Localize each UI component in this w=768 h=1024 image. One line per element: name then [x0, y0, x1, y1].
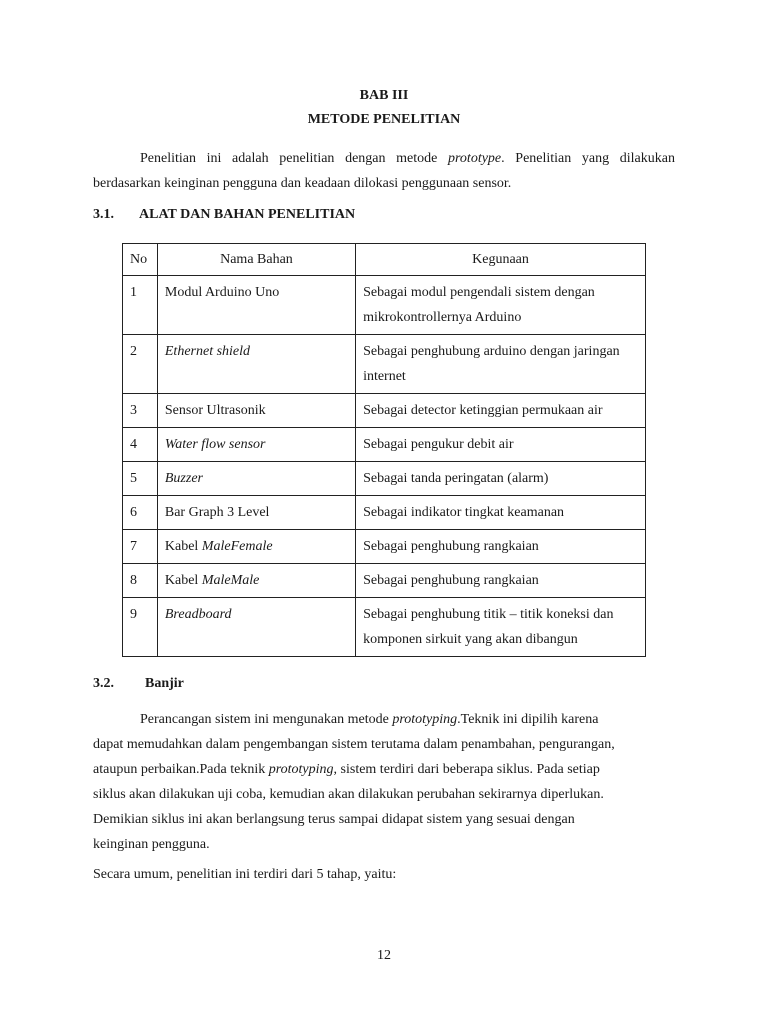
cell-no: 9 — [123, 598, 158, 657]
cell-no: 7 — [123, 530, 158, 564]
steps-intro-paragraph: Secara umum, penelitian ini terdiri dari 5 tahap, yaitu: — [93, 867, 397, 882]
table-row — [123, 564, 646, 598]
table-row — [123, 598, 646, 657]
header-nama-bahan: Nama Bahan — [157, 244, 355, 276]
section-heading-3-1 — [93, 207, 356, 223]
table-header-row — [123, 244, 646, 276]
section-heading-3-2 — [93, 676, 184, 692]
cell-nama: Water flow sensor — [157, 428, 355, 462]
cell-guna: Sebagai penghubung rangkaian — [356, 564, 646, 598]
method-line-1: Perancangan sistem ini mengunakan metode prototyping.Teknik ini dipilih karena — [140, 712, 599, 727]
cell-no: 4 — [123, 428, 158, 462]
header-no: No — [123, 244, 158, 276]
cell-nama: Sensor Ultrasonik — [157, 394, 355, 428]
method-line-5: Demikian siklus ini akan berlangsung terus sampai didapat sistem yang sesuai dengan — [93, 812, 575, 827]
cell-nama: Ethernet shield — [157, 335, 355, 394]
section-number: 3.1. — [93, 207, 114, 222]
table-row — [123, 496, 646, 530]
cell-guna: Sebagai detector ketinggian permukaan air — [356, 394, 646, 428]
section-number: 3.2. — [93, 676, 114, 691]
cell-no: 5 — [123, 462, 158, 496]
cell-nama: Bar Graph 3 Level — [157, 496, 355, 530]
cell-guna: Sebagai penghubung titik – titik koneksi dan komponen sirkuit yang akan dibangun — [356, 598, 646, 657]
cell-guna: Sebagai tanda peringatan (alarm) — [356, 462, 646, 496]
chapter-label: BAB III — [359, 88, 409, 103]
intro-line-2: berdasarkan keinginan pengguna dan keadaan dilokasi penggunaan sensor. — [93, 176, 512, 191]
intro-paragraph — [93, 146, 675, 196]
cell-nama: Buzzer — [157, 462, 355, 496]
method-paragraph — [93, 707, 675, 857]
materials-table — [122, 243, 646, 657]
section-title: Banjir — [145, 676, 184, 691]
page-number: 12 — [377, 948, 391, 963]
cell-no: 3 — [123, 394, 158, 428]
intro-emphasis: prototype — [448, 151, 502, 166]
chapter-title: METODE PENELITIAN — [307, 112, 461, 127]
table-row — [123, 530, 646, 564]
cell-no: 2 — [123, 335, 158, 394]
method-line-2: dapat memudahkan dalam pengembangan sistem terutama dalam penambahan, pengurangan, — [93, 737, 615, 752]
cell-nama: Kabel MaleFemale — [157, 530, 355, 564]
cell-guna: Sebagai penghubung arduino dengan jaringan internet — [356, 335, 646, 394]
cell-guna: Sebagai pengukur debit air — [356, 428, 646, 462]
method-line-6: keinginan pengguna. — [93, 837, 210, 852]
cell-no: 8 — [123, 564, 158, 598]
table-row — [123, 394, 646, 428]
cell-no: 6 — [123, 496, 158, 530]
cell-nama: Breadboard — [157, 598, 355, 657]
cell-guna: Sebagai modul pengendali sistem dengan mikrokontrollernya Arduino — [356, 276, 646, 335]
cell-nama: Kabel MaleMale — [157, 564, 355, 598]
cell-no: 1 — [123, 276, 158, 335]
table-row — [123, 428, 646, 462]
cell-nama: Modul Arduino Uno — [157, 276, 355, 335]
cell-guna: Sebagai penghubung rangkaian — [356, 530, 646, 564]
table-row — [123, 276, 646, 335]
method-line-3: ataupun perbaikan.Pada teknik prototyping, sistem terdiri dari beberapa siklus. Pada setiap — [93, 762, 600, 777]
cell-guna: Sebagai indikator tingkat keamanan — [356, 496, 646, 530]
table-row — [123, 462, 646, 496]
header-kegunaan: Kegunaan — [356, 244, 646, 276]
intro-line-1: Penelitian ini adalah penelitian dengan metode prototype. Penelitian yang dilakukan — [140, 151, 675, 166]
method-line-4: siklus akan dilakukan uji coba, kemudian akan dilakukan perubahan sekirarnya diperlukan. — [93, 787, 604, 802]
section-title: ALAT DAN BAHAN PENELITIAN — [139, 207, 356, 222]
table-row — [123, 335, 646, 394]
